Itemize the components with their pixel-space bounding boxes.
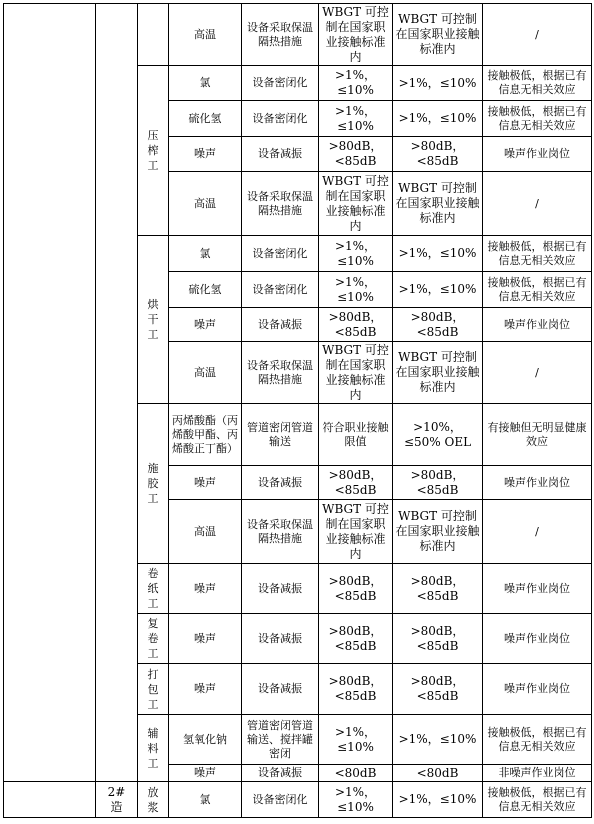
hazard-cell: 高温 (169, 342, 242, 404)
effect-cell: 非噪声作业岗位 (483, 765, 592, 782)
measure-cell: 设备减振 (242, 564, 319, 614)
evaluation-cell: >1%，≤10% (319, 101, 393, 137)
level-cell: >1%，≤10% (393, 236, 483, 272)
measure-cell: 设备减振 (242, 137, 319, 172)
level-cell: >1%，≤10% (393, 715, 483, 765)
hazard-cell: 硫化氢 (169, 272, 242, 308)
hazard-cell: 噪声 (169, 137, 242, 172)
level-cell: WBGT 可控制在国家职业接触标准内 (393, 172, 483, 236)
evaluation-cell: WBGT 可控制在国家职业接触标准内 (319, 342, 393, 404)
job-cell (138, 4, 169, 66)
job-cell-yazha: 压榨工 (138, 66, 169, 236)
job-cell-dabao: 打包工 (138, 664, 169, 715)
hazard-cell: 噪声 (169, 308, 242, 342)
evaluation-cell: >80dB，<85dB (319, 137, 393, 172)
effect-cell: 有接触但无明显健康效应 (483, 404, 592, 466)
measure-cell: 设备减振 (242, 765, 319, 782)
measure-cell: 设备减振 (242, 466, 319, 500)
evaluation-cell: 符合职业接触限值 (319, 404, 393, 466)
evaluation-cell: >1%，≤10% (319, 782, 393, 818)
effect-cell: 噪声作业岗位 (483, 664, 592, 715)
effect-cell: 噪声作业岗位 (483, 614, 592, 664)
blank-cell (96, 4, 138, 782)
measure-cell: 管道密闭管道输送 (242, 404, 319, 466)
hazard-cell: 高温 (169, 500, 242, 564)
evaluation-cell: >1%，≤10% (319, 236, 393, 272)
effect-cell: / (483, 4, 592, 66)
effect-cell: 接触极低，根据已有信息无相关效应 (483, 66, 592, 101)
level-cell: >80dB，<85dB (393, 614, 483, 664)
hazard-cell: 丙烯酸酯（丙烯酸甲酯、丙烯酸正丁酯） (169, 404, 242, 466)
effect-cell: 接触极低，根据已有信息无相关效应 (483, 272, 592, 308)
level-cell: WBGT 可控制在国家职业接触标准内 (393, 4, 483, 66)
effect-cell: 接触极低，根据已有信息无相关效应 (483, 715, 592, 765)
hazard-cell: 噪声 (169, 664, 242, 715)
blank-cell (4, 4, 96, 782)
measure-cell: 设备采取保温隔热措施 (242, 342, 319, 404)
effect-cell: / (483, 172, 592, 236)
level-cell: >1%，≤10% (393, 782, 483, 818)
evaluation-cell: >1%，≤10% (319, 66, 393, 101)
level-cell: WBGT 可控制在国家职业接触标准内 (393, 342, 483, 404)
evaluation-cell: >80dB，<85dB (319, 466, 393, 500)
level-cell: WBGT 可控制在国家职业接触标准内 (393, 500, 483, 564)
job-cell-fangjiang: 放浆 (138, 782, 169, 818)
level-cell: >1%，≤10% (393, 101, 483, 137)
effect-cell: 接触极低，根据已有信息无相关效应 (483, 101, 592, 137)
effect-cell: 噪声作业岗位 (483, 137, 592, 172)
hazard-cell: 噪声 (169, 564, 242, 614)
evaluation-cell: >80dB，<85dB (319, 308, 393, 342)
hazard-cell: 氢氧化钠 (169, 715, 242, 765)
measure-cell: 设备密闭化 (242, 66, 319, 101)
evaluation-cell: <80dB (319, 765, 393, 782)
evaluation-cell: WBGT 可控制在国家职业接触标准内 (319, 172, 393, 236)
area-cell: 2#造 (96, 782, 138, 818)
effect-cell: 噪声作业岗位 (483, 308, 592, 342)
blank-cell (4, 782, 96, 818)
hazard-cell: 氯 (169, 782, 242, 818)
hazard-cell: 氯 (169, 66, 242, 101)
job-cell-fuliao: 辅料工 (138, 715, 169, 782)
evaluation-cell: WBGT 可控制在国家职业接触标准内 (319, 4, 393, 66)
evaluation-cell: WBGT 可控制在国家职业接触标准内 (319, 500, 393, 564)
measure-cell: 设备密闭化 (242, 782, 319, 818)
evaluation-cell: >80dB，<85dB (319, 664, 393, 715)
table-row (4, 4, 592, 66)
measure-cell: 设备采取保温隔热措施 (242, 500, 319, 564)
evaluation-cell: >80dB，<85dB (319, 564, 393, 614)
evaluation-cell: >1%，≤10% (319, 715, 393, 765)
hazard-control-table (3, 3, 592, 818)
effect-cell: / (483, 500, 592, 564)
effect-cell: / (483, 342, 592, 404)
measure-cell: 设备减振 (242, 308, 319, 342)
measure-cell: 管道密闭管道输送、搅拌罐密闭 (242, 715, 319, 765)
measure-cell: 设备密闭化 (242, 236, 319, 272)
hazard-cell: 硫化氢 (169, 101, 242, 137)
effect-cell: 接触极低，根据已有信息无相关效应 (483, 782, 592, 818)
level-cell: >1%，≤10% (393, 272, 483, 308)
hazard-cell: 噪声 (169, 765, 242, 782)
job-cell-honggan: 烘干工 (138, 236, 169, 404)
level-cell: >80dB，<85dB (393, 466, 483, 500)
level-cell: >1%，≤10% (393, 66, 483, 101)
effect-cell: 噪声作业岗位 (483, 564, 592, 614)
job-cell-juanzhi: 卷纸工 (138, 564, 169, 614)
hazard-cell: 噪声 (169, 614, 242, 664)
effect-cell: 接触极低，根据已有信息无相关效应 (483, 236, 592, 272)
level-cell: >10%，≤50% OEL (393, 404, 483, 466)
level-cell: >80dB，<85dB (393, 308, 483, 342)
table-row (4, 782, 592, 818)
level-cell: >80dB，<85dB (393, 664, 483, 715)
job-cell-fujuan: 复卷工 (138, 614, 169, 664)
level-cell: >80dB，<85dB (393, 137, 483, 172)
hazard-cell: 高温 (169, 172, 242, 236)
measure-cell: 设备采取保温隔热措施 (242, 172, 319, 236)
hazard-cell: 噪声 (169, 466, 242, 500)
measure-cell: 设备减振 (242, 664, 319, 715)
evaluation-cell: >80dB，<85dB (319, 614, 393, 664)
measure-cell: 设备采取保温隔热措施 (242, 4, 319, 66)
evaluation-cell: >1%，≤10% (319, 272, 393, 308)
level-cell: >80dB，<85dB (393, 564, 483, 614)
effect-cell: 噪声作业岗位 (483, 466, 592, 500)
level-cell: <80dB (393, 765, 483, 782)
measure-cell: 设备密闭化 (242, 101, 319, 137)
hazard-cell: 氯 (169, 236, 242, 272)
hazard-cell: 高温 (169, 4, 242, 66)
measure-cell: 设备密闭化 (242, 272, 319, 308)
job-cell-shijiao: 施胶工 (138, 404, 169, 564)
measure-cell: 设备减振 (242, 614, 319, 664)
